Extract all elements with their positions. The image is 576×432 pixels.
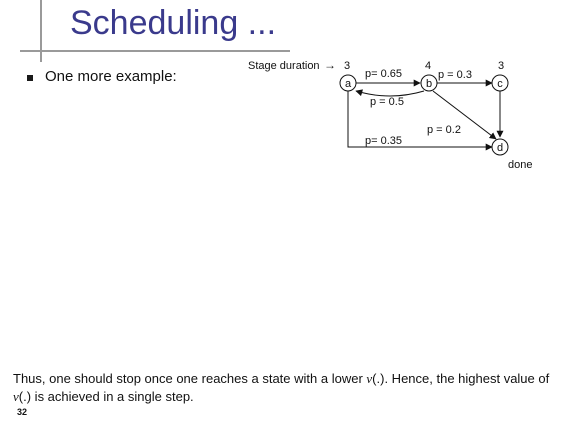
- bullet-square-icon: [27, 75, 33, 81]
- node-d-label: d: [496, 142, 504, 154]
- stage-duration-label: Stage duration: [248, 60, 320, 72]
- math-paren-2: (.): [18, 389, 32, 404]
- conclusion-part1: Thus, one should stop once one reaches a state with a lower: [13, 371, 367, 386]
- done-label: done: [508, 159, 533, 171]
- node-b-label: b: [425, 78, 433, 90]
- stage-duration-arrow: →: [324, 58, 336, 72]
- node-c-label: c: [497, 78, 503, 90]
- math-paren-1: (.): [372, 371, 385, 386]
- conclusion-text: [13, 370, 563, 406]
- conclusion-part2: . Hence, the highest value of: [384, 371, 550, 386]
- node-b-duration: 4: [425, 60, 432, 72]
- slide-title: Scheduling ...: [70, 4, 277, 42]
- conclusion-part3: is achieved in a single step.: [31, 389, 194, 404]
- vertical-rule: [40, 0, 42, 62]
- edge-a-d-label: p= 0.35: [365, 135, 403, 147]
- edge-a-b-label: p= 0.65: [365, 68, 403, 80]
- bullet-text: One more example:: [45, 68, 177, 85]
- node-a-duration: 3: [344, 60, 351, 72]
- math-v-1: v: [366, 371, 373, 386]
- edge-b-a-label: p = 0.5: [370, 96, 404, 108]
- math-v-2: v: [13, 389, 19, 404]
- edge-b-d-label: p = 0.2: [427, 124, 461, 136]
- page-number: 32: [17, 407, 28, 417]
- state-diagram: [244, 55, 544, 180]
- edge-b-c-label: p = 0.3: [438, 69, 472, 81]
- horizontal-rule: [20, 50, 290, 52]
- node-a-label: a: [344, 78, 352, 90]
- node-c-duration: 3: [498, 60, 505, 72]
